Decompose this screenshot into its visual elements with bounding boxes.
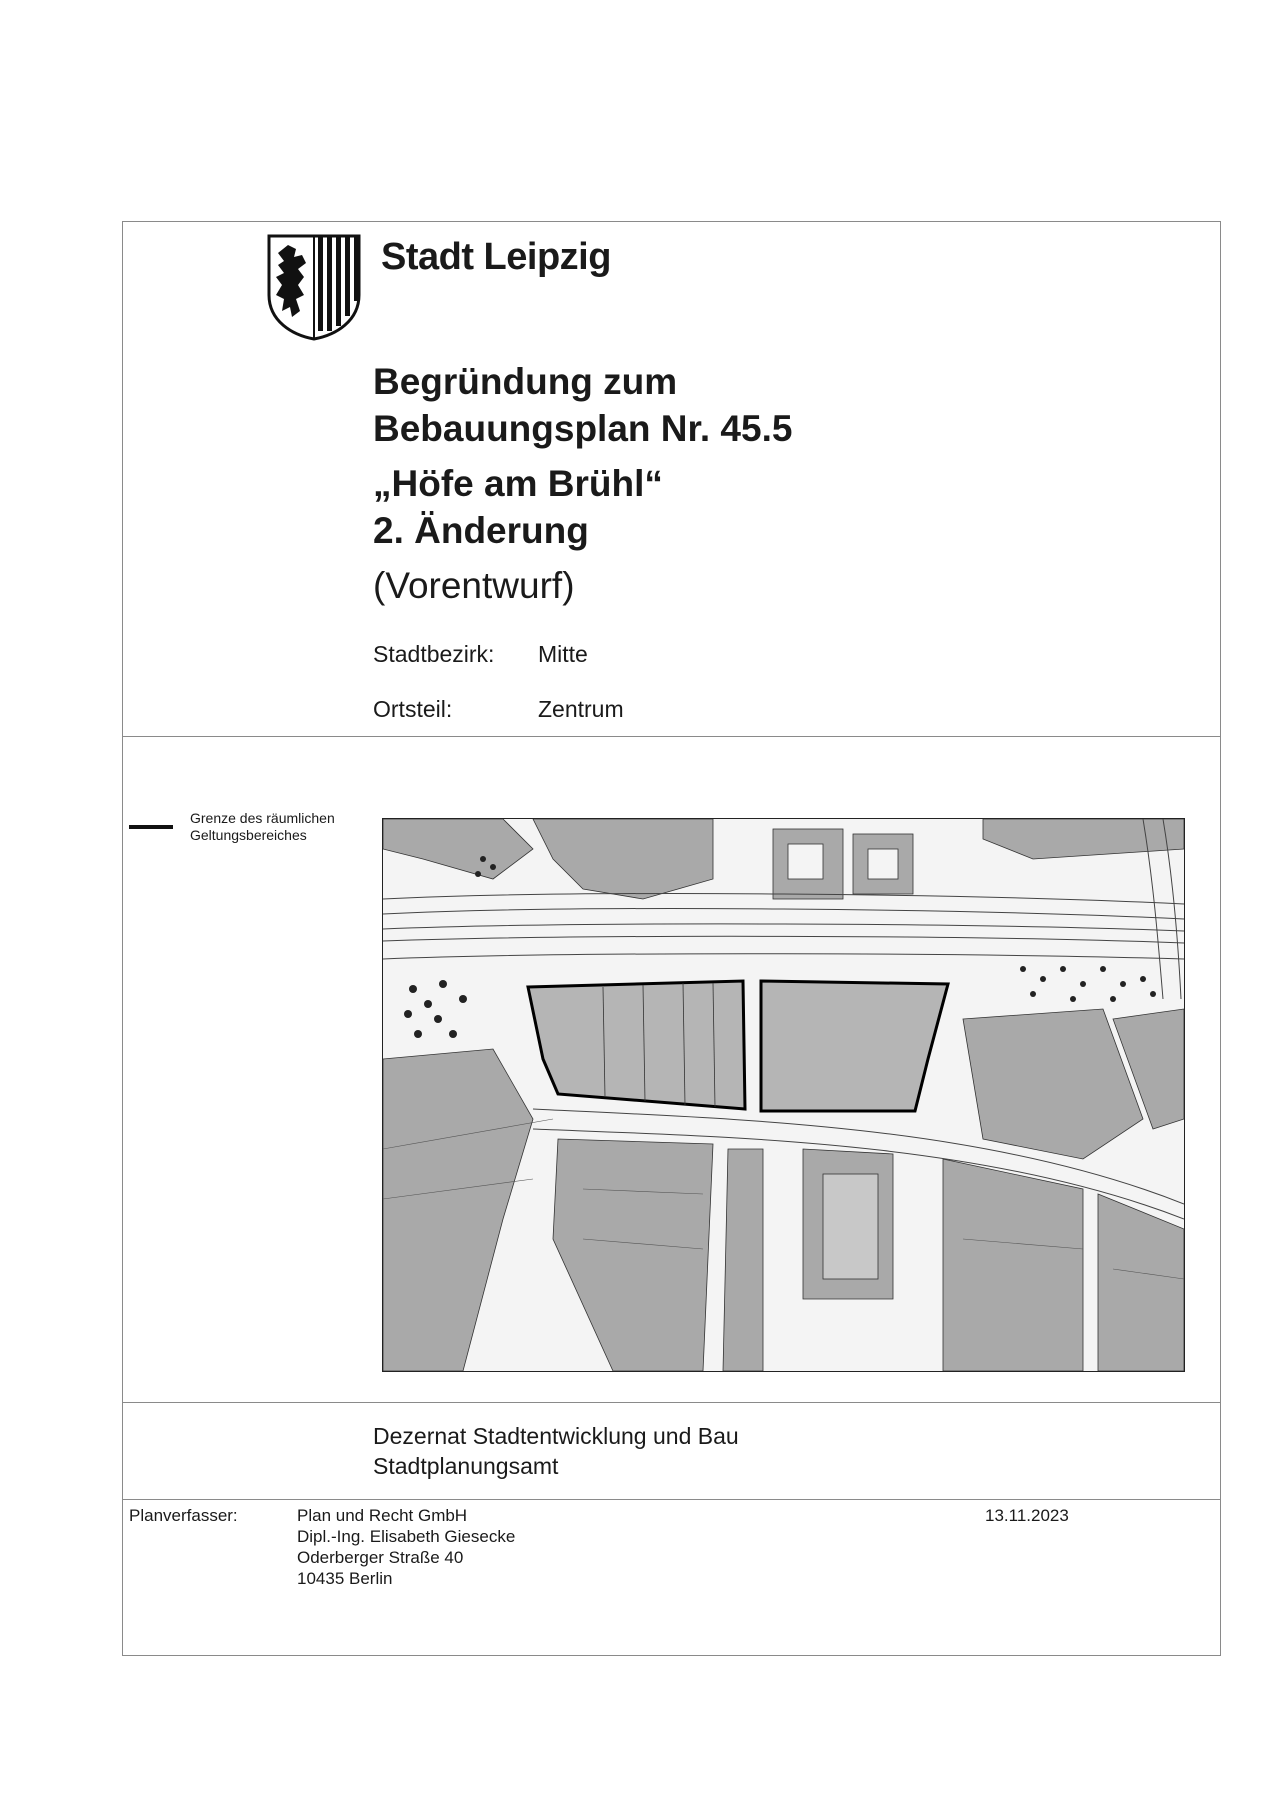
department-name: Dezernat Stadtentwicklung und Bau	[373, 1423, 739, 1449]
department-block	[373, 1421, 739, 1481]
quarter-label: Ortsteil:	[373, 696, 453, 722]
document-title	[373, 358, 792, 608]
author-company: Plan und Recht GmbH	[297, 1506, 468, 1525]
quarter-value: Zentrum	[538, 696, 624, 722]
legend-text	[190, 810, 335, 844]
title-line-1: Begründung zum	[373, 361, 678, 402]
title-line-3: „Höfe am Brühl“	[373, 463, 663, 504]
divider	[123, 736, 1220, 737]
document-date: 13.11.2023	[985, 1506, 1069, 1525]
author-city: 10435 Berlin	[297, 1569, 393, 1588]
site-plan-map	[382, 818, 1185, 1372]
author-label: Planverfasser:	[129, 1506, 238, 1525]
cover-frame	[122, 221, 1221, 1656]
divider	[123, 1402, 1220, 1403]
document-status: (Vorentwurf)	[373, 565, 575, 606]
leipzig-coat-of-arms-icon	[266, 233, 362, 341]
quarter-row	[373, 696, 624, 723]
legend-boundary-line	[129, 825, 173, 829]
divider	[123, 1499, 1220, 1500]
district-value: Mitte	[538, 641, 588, 667]
author-address	[297, 1505, 515, 1589]
office-name: Stadtplanungsamt	[373, 1453, 559, 1479]
title-line-2: Bebauungsplan Nr. 45.5	[373, 408, 793, 449]
title-line-4: 2. Änderung	[373, 510, 589, 551]
legend-line-1: Grenze des räumlichen	[190, 810, 335, 826]
district-row	[373, 641, 588, 668]
city-name: Stadt Leipzig	[381, 236, 611, 278]
author-person: Dipl.-Ing. Elisabeth Giesecke	[297, 1527, 516, 1546]
legend-line-2: Geltungsbereiches	[190, 827, 307, 843]
author-street: Oderberger Straße 40	[297, 1548, 464, 1567]
district-label: Stadtbezirk:	[373, 641, 495, 667]
